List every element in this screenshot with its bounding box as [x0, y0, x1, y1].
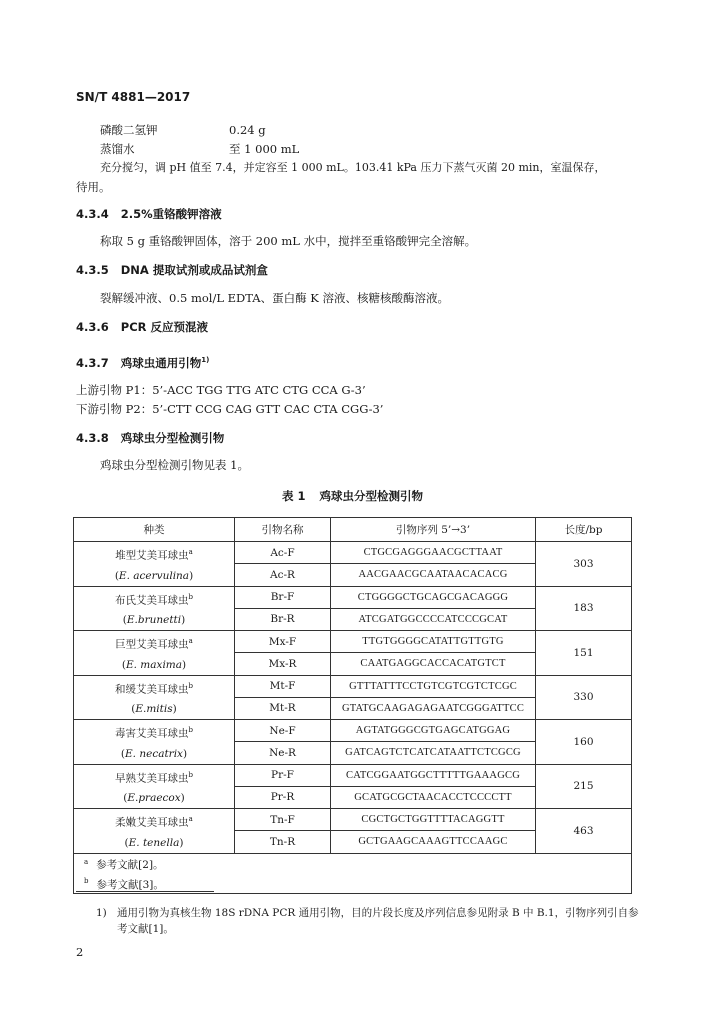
section-number: 4.3.5 [76, 263, 109, 277]
forward-primer-name: Ne-F [235, 720, 331, 742]
table-row [74, 809, 632, 831]
species-cell: 毒害艾美耳球虫$^b$ (E. necatrix) [74, 720, 235, 765]
reverse-primer-sequence: CAATGAGGCACCACATGTCT [331, 653, 536, 675]
table-row [74, 675, 632, 697]
species-ref-mark: b [188, 726, 193, 734]
section-number: 4.3.7 [76, 356, 109, 370]
species-latin: E. tenella [128, 836, 180, 849]
reverse-primer-sequence: AACGAACGCAATAACACACG [331, 564, 536, 586]
reverse-primer-name: Pr-R [235, 786, 331, 808]
species-ref-mark: a [188, 815, 193, 823]
reagent-paragraph-cont: 待用。 [76, 180, 111, 194]
species-cell: 巨型艾美耳球虫$^a$ (E. maxima) [74, 631, 235, 676]
reverse-primer-sequence: GTATGCAAGAGAGAATCGGGATTCC [331, 697, 536, 719]
page-number: 2 [76, 945, 84, 959]
amplicon-length: 303 [536, 542, 632, 587]
species-cell: 布氏艾美耳球虫$^b$ (E.brunetti) [74, 586, 235, 631]
forward-primer-name: Mt-F [235, 675, 331, 697]
table-note [84, 873, 631, 893]
table-row [74, 764, 632, 786]
primer-p2: 下游引物 P2：5’-CTT CCG CAG GTT CAC CTA CGG-3’ [76, 402, 384, 416]
table-row [74, 586, 632, 608]
reverse-primer-name: Mx-R [235, 653, 331, 675]
species-latin: E. maxima [125, 658, 183, 671]
primer-p1: 上游引物 P1：5’-ACC TGG TTG ATC CTG CCA G-3’ [76, 383, 366, 397]
section-4-3-7-heading [76, 355, 209, 371]
forward-primer-name: Pr-F [235, 764, 331, 786]
table-notes [74, 853, 632, 893]
table-note [84, 854, 631, 874]
reverse-primer-name: Ne-R [235, 742, 331, 764]
species-ref-mark: b [188, 681, 193, 690]
section-number: 4.3.6 [76, 320, 109, 334]
section-4-3-4-heading [76, 206, 222, 222]
section-number: 4.3.8 [76, 431, 109, 445]
forward-primer-name: Mx-F [235, 631, 331, 653]
note-text: 参考文献[3]。 [96, 878, 164, 891]
species-ref-mark: a [188, 548, 193, 556]
forward-primer-sequence: TTGTGGGGCATATTGTTGTG [331, 631, 536, 653]
reagent-name-2: 蒸馏水 [100, 142, 135, 156]
footnote-line-1: 通用引物为真核生物 18S rDNA PCR 通用引物，目的片段长度及序列信息参见附录 B 中 B.1，引物序列引自参 [117, 907, 639, 919]
footnote-divider [76, 891, 214, 892]
amplicon-length: 215 [536, 764, 632, 809]
amplicon-length: 330 [536, 675, 632, 720]
note-mark: b [84, 877, 89, 885]
forward-primer-sequence: CTGGGGCTGCAGCGACAGGG [331, 586, 536, 608]
header-primer-sequence: 引物序列 5’→3’ [331, 518, 536, 542]
forward-primer-sequence: CATCGGAATGGCTTTTTGAAAGCG [331, 764, 536, 786]
section-4-3-5-heading [76, 262, 268, 278]
forward-primer-name: Ac-F [235, 542, 331, 564]
reagent-name-1: 磷酸二氢钾 [100, 123, 158, 137]
reverse-primer-name: Ac-R [235, 564, 331, 586]
forward-primer-sequence: AGTATGGGCGTGAGCATGGAG [331, 720, 536, 742]
table-row [74, 542, 632, 564]
footnote-ref: 1) [201, 356, 210, 365]
section-title: PCR 反应预混液 [120, 320, 208, 334]
header-primer-name: 引物名称 [235, 518, 331, 542]
table-number: 表 1 [282, 489, 306, 503]
forward-primer-name: Tn-F [235, 809, 331, 831]
header-length: 长度/bp [536, 518, 632, 542]
species-cn: 柔嫩艾美耳球虫 [115, 816, 189, 829]
forward-primer-name: Br-F [235, 586, 331, 608]
reverse-primer-sequence: ATCGATGGCCCCATCCCGCAT [331, 608, 536, 630]
reagent-value-2: 至 1 000 mL [229, 142, 300, 156]
reverse-primer-sequence: GCATGCGCTAACACCTCCCCTT [331, 786, 536, 808]
header-species: 种类 [74, 518, 235, 542]
species-latin: E.mitis [135, 703, 173, 715]
amplicon-length: 160 [536, 720, 632, 765]
species-cn: 和缓艾美耳球虫 [115, 683, 189, 695]
table-caption [282, 488, 423, 504]
species-cell: 柔嫩艾美耳球虫$^a$ (E. tenella) [74, 809, 235, 854]
amplicon-length: 463 [536, 809, 632, 854]
reagent-value-1: 0.24 g [229, 123, 266, 137]
footnote-mark: 1) [96, 907, 107, 919]
note-text: 参考文献[2]。 [96, 859, 164, 871]
forward-primer-sequence: CGCTGCTGGTTTTACAGGTT [331, 809, 536, 831]
species-latin: E.brunetti [126, 614, 182, 626]
reverse-primer-name: Br-R [235, 608, 331, 630]
section-4-3-8-body: 鸡球虫分型检测引物见表 1。 [100, 458, 249, 472]
reverse-primer-name: Mt-R [235, 697, 331, 719]
table-title: 鸡球虫分型检测引物 [319, 489, 424, 503]
section-4-3-5-body: 裂解缓冲液、0.5 mol/L EDTA、蛋白酶 K 溶液、核糖核酸酶溶液。 [100, 291, 449, 305]
footnote-line-2: 考文献[1]。 [117, 923, 174, 935]
reverse-primer-name: Tn-R [235, 831, 331, 853]
species-latin: E. acervulina [118, 569, 190, 582]
section-title: 2.5%重铬酸钾溶液 [120, 207, 222, 221]
table-row [74, 720, 632, 742]
section-title: 鸡球虫通用引物 [120, 356, 202, 370]
species-cn: 布氏艾美耳球虫 [115, 594, 189, 606]
species-cn: 堆型艾美耳球虫 [115, 549, 189, 562]
species-latin: E.praecox [127, 792, 181, 804]
primer-table [73, 517, 632, 894]
note-mark: a [84, 857, 89, 866]
species-ref-mark: a [188, 637, 193, 645]
forward-primer-sequence: GTTTATTTCCTGTCGTCGTCTCGC [331, 675, 536, 697]
reverse-primer-sequence: GATCAGTCTCATCATAATTCTCGCG [331, 742, 536, 764]
forward-primer-sequence: CTGCGAGGGAACGCTTAAT [331, 542, 536, 564]
species-cn: 巨型艾美耳球虫 [115, 638, 189, 651]
standard-id: SN/T 4881—2017 [76, 90, 191, 104]
section-4-3-4-body: 称取 5 g 重铬酸钾固体，溶于 200 mL 水中，搅拌至重铬酸钾完全溶解。 [100, 234, 477, 248]
species-cn: 早熟艾美耳球虫 [115, 772, 189, 784]
species-latin: E. necatrix [125, 747, 183, 760]
section-number: 4.3.4 [76, 207, 109, 221]
species-cell: 堆型艾美耳球虫$^a$ (E. acervulina) [74, 542, 235, 587]
species-cell: 和缓艾美耳球虫$^b$ (E.mitis) [74, 675, 235, 720]
table-row [74, 631, 632, 653]
table-notes-row [74, 853, 632, 893]
amplicon-length: 183 [536, 586, 632, 631]
section-title: 鸡球虫分型检测引物 [120, 431, 225, 445]
reagent-paragraph: 充分搅匀，调 pH 值至 7.4，并定容至 1 000 mL。103.41 kPa 压力下蒸气灭菌 20 min，室温保存， [100, 161, 606, 174]
section-4-3-6-heading [76, 319, 208, 335]
species-ref-mark: b [188, 770, 193, 779]
section-title: DNA 提取试剂或成品试剂盒 [120, 263, 268, 277]
reverse-primer-sequence: GCTGAAGCAAAGTTCCAAGC [331, 831, 536, 853]
species-cell: 早熟艾美耳球虫$^b$ (E.praecox) [74, 764, 235, 809]
species-ref-mark: b [188, 592, 193, 601]
amplicon-length: 151 [536, 631, 632, 676]
table-header-row [74, 518, 632, 542]
species-cn: 毒害艾美耳球虫 [115, 727, 189, 740]
section-4-3-8-heading [76, 430, 224, 446]
